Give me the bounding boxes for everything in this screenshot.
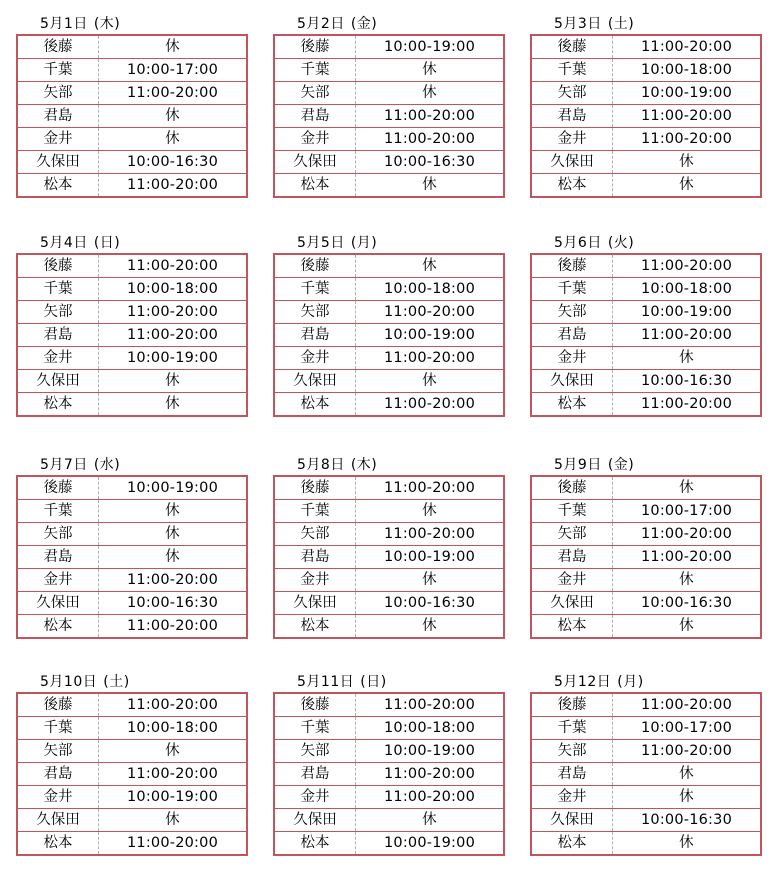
table-row bbox=[531, 59, 761, 82]
staff-name: 君島 bbox=[531, 763, 613, 786]
shift-time: 11:00-20:00 bbox=[356, 128, 505, 151]
staff-name: 君島 bbox=[531, 546, 613, 569]
shift-time: 10:00-17:00 bbox=[613, 500, 762, 523]
shift-time: 休 bbox=[422, 258, 437, 274]
shift-time: 休 bbox=[613, 615, 762, 639]
staff-name: 後藤 bbox=[531, 35, 613, 59]
table-row bbox=[531, 832, 761, 856]
shift-time: 11:00-20:00 bbox=[99, 763, 248, 786]
staff-name: 金井 bbox=[274, 569, 356, 592]
table-row bbox=[531, 151, 761, 174]
shift-time: 11:00-20:00 bbox=[613, 393, 762, 417]
day-title: 5月6日 (火) bbox=[554, 235, 635, 251]
table-row bbox=[274, 370, 504, 393]
shift-time: 10:00-19:00 bbox=[613, 301, 762, 324]
table-row bbox=[531, 592, 761, 615]
staff-name: 久保田 bbox=[274, 151, 356, 174]
shift-table bbox=[530, 253, 762, 417]
shift-table bbox=[273, 475, 505, 639]
table-row bbox=[17, 615, 247, 639]
table-row bbox=[17, 59, 247, 82]
staff-name: 千葉 bbox=[531, 500, 613, 523]
table-row bbox=[274, 151, 504, 174]
day-title: 5月5日 (月) bbox=[297, 235, 378, 251]
shift-time: 11:00-20:00 bbox=[383, 697, 475, 713]
table-row bbox=[17, 500, 247, 523]
table-row bbox=[17, 693, 247, 717]
staff-name: 久保田 bbox=[531, 592, 613, 615]
table-row bbox=[531, 717, 761, 740]
shift-table bbox=[530, 34, 762, 198]
staff-name: 後藤 bbox=[274, 254, 356, 278]
staff-name: 久保田 bbox=[274, 370, 356, 393]
shift-time: 10:00-18:00 bbox=[356, 278, 505, 301]
staff-name: 千葉 bbox=[531, 278, 613, 301]
shift-time: 休 bbox=[356, 615, 505, 639]
table-row bbox=[274, 301, 504, 324]
staff-name: 後藤 bbox=[531, 476, 613, 500]
table-row bbox=[17, 763, 247, 786]
shift-time: 10:00-16:30 bbox=[613, 809, 762, 832]
staff-name: 後藤 bbox=[531, 254, 613, 278]
staff-name: 金井 bbox=[531, 569, 613, 592]
staff-name: 千葉 bbox=[17, 59, 99, 82]
staff-name: 矢部 bbox=[274, 740, 356, 763]
table-row bbox=[17, 393, 247, 417]
shift-time: 11:00-20:00 bbox=[99, 301, 248, 324]
table-row bbox=[17, 786, 247, 809]
staff-name: 松本 bbox=[17, 174, 99, 198]
day-block bbox=[16, 16, 250, 198]
table-row bbox=[531, 615, 761, 639]
shift-time: 休 bbox=[613, 347, 762, 370]
staff-name: 後藤 bbox=[17, 693, 99, 717]
staff-name: 後藤 bbox=[17, 254, 99, 278]
staff-name: 矢部 bbox=[17, 82, 99, 105]
staff-name: 後藤 bbox=[274, 693, 356, 717]
shift-time: 10:00-16:30 bbox=[99, 592, 248, 615]
shift-time: 11:00-20:00 bbox=[356, 105, 505, 128]
table-row bbox=[17, 523, 247, 546]
table-row bbox=[274, 82, 504, 105]
table-row bbox=[17, 174, 247, 198]
staff-name: 松本 bbox=[531, 615, 613, 639]
staff-name: 後藤 bbox=[531, 693, 613, 717]
table-row bbox=[17, 35, 247, 59]
shift-table bbox=[16, 692, 248, 856]
table-row bbox=[531, 476, 761, 500]
shift-time: 11:00-20:00 bbox=[356, 393, 505, 417]
table-row bbox=[531, 523, 761, 546]
shift-time: 11:00-20:00 bbox=[356, 347, 505, 370]
shift-time: 10:00-19:00 bbox=[356, 324, 505, 347]
table-row bbox=[274, 393, 504, 417]
table-row bbox=[274, 324, 504, 347]
staff-name: 久保田 bbox=[17, 151, 99, 174]
table-row bbox=[274, 717, 504, 740]
staff-name: 久保田 bbox=[17, 592, 99, 615]
table-row bbox=[531, 546, 761, 569]
staff-name: 千葉 bbox=[274, 717, 356, 740]
day-title: 5月3日 (土) bbox=[554, 16, 635, 32]
shift-time: 10:00-16:30 bbox=[613, 370, 762, 393]
staff-name: 松本 bbox=[531, 393, 613, 417]
table-row bbox=[531, 569, 761, 592]
shift-time: 休 bbox=[99, 523, 248, 546]
staff-name: 久保田 bbox=[531, 809, 613, 832]
staff-name: 久保田 bbox=[17, 809, 99, 832]
shift-time: 休 bbox=[99, 740, 248, 763]
shift-time: 休 bbox=[356, 500, 505, 523]
staff-name: 千葉 bbox=[274, 278, 356, 301]
shift-time: 11:00-20:00 bbox=[640, 39, 732, 55]
staff-name: 千葉 bbox=[274, 500, 356, 523]
table-row bbox=[17, 569, 247, 592]
table-row bbox=[531, 786, 761, 809]
shift-time: 休 bbox=[356, 809, 505, 832]
table-row bbox=[274, 763, 504, 786]
table-row bbox=[274, 546, 504, 569]
staff-name: 千葉 bbox=[531, 59, 613, 82]
staff-name: 後藤 bbox=[274, 476, 356, 500]
staff-name: 千葉 bbox=[531, 717, 613, 740]
shift-time: 10:00-18:00 bbox=[99, 717, 248, 740]
staff-name: 金井 bbox=[17, 786, 99, 809]
shift-time: 10:00-18:00 bbox=[613, 278, 762, 301]
staff-name: 松本 bbox=[274, 615, 356, 639]
shift-time: 10:00-19:00 bbox=[99, 786, 248, 809]
staff-name: 君島 bbox=[274, 546, 356, 569]
table-row bbox=[531, 740, 761, 763]
shift-time: 10:00-19:00 bbox=[613, 82, 762, 105]
shift-time: 11:00-20:00 bbox=[356, 786, 505, 809]
shift-time: 11:00-20:00 bbox=[640, 697, 732, 713]
day-block bbox=[16, 457, 250, 639]
shift-time: 11:00-20:00 bbox=[613, 546, 762, 569]
shift-time: 10:00-17:00 bbox=[613, 717, 762, 740]
staff-name: 矢部 bbox=[531, 301, 613, 324]
staff-name: 松本 bbox=[274, 174, 356, 198]
staff-name: 金井 bbox=[531, 347, 613, 370]
table-row bbox=[531, 35, 761, 59]
staff-name: 矢部 bbox=[274, 301, 356, 324]
staff-name: 金井 bbox=[17, 569, 99, 592]
shift-time: 休 bbox=[99, 500, 248, 523]
shift-time: 10:00-19:00 bbox=[356, 740, 505, 763]
shift-time: 休 bbox=[99, 546, 248, 569]
shift-time: 10:00-19:00 bbox=[126, 480, 218, 496]
staff-name: 久保田 bbox=[531, 151, 613, 174]
table-row bbox=[531, 301, 761, 324]
shift-time: 11:00-20:00 bbox=[613, 523, 762, 546]
table-row bbox=[17, 347, 247, 370]
table-row bbox=[531, 693, 761, 717]
staff-name: 君島 bbox=[17, 105, 99, 128]
table-row bbox=[531, 809, 761, 832]
table-row bbox=[274, 105, 504, 128]
staff-name: 君島 bbox=[531, 324, 613, 347]
table-row bbox=[531, 278, 761, 301]
staff-name: 久保田 bbox=[274, 809, 356, 832]
day-title: 5月2日 (金) bbox=[297, 16, 378, 32]
staff-name: 君島 bbox=[531, 105, 613, 128]
staff-name: 金井 bbox=[531, 786, 613, 809]
staff-name: 後藤 bbox=[17, 476, 99, 500]
staff-name: 君島 bbox=[274, 763, 356, 786]
table-row bbox=[531, 347, 761, 370]
shift-time: 休 bbox=[356, 174, 505, 198]
staff-name: 千葉 bbox=[17, 717, 99, 740]
table-row bbox=[17, 254, 247, 278]
shift-time: 11:00-20:00 bbox=[613, 324, 762, 347]
shift-time: 休 bbox=[613, 151, 762, 174]
shift-time: 11:00-20:00 bbox=[640, 258, 732, 274]
day-title: 5月12日 (月) bbox=[554, 674, 644, 690]
staff-name: 松本 bbox=[274, 832, 356, 856]
staff-name: 後藤 bbox=[17, 35, 99, 59]
shift-time: 10:00-19:00 bbox=[383, 39, 475, 55]
shift-time: 11:00-20:00 bbox=[99, 324, 248, 347]
table-row bbox=[274, 809, 504, 832]
day-title: 5月11日 (日) bbox=[297, 674, 387, 690]
table-row bbox=[274, 693, 504, 717]
staff-name: 矢部 bbox=[17, 523, 99, 546]
day-block bbox=[16, 235, 250, 417]
shift-table bbox=[16, 34, 248, 198]
table-row bbox=[274, 500, 504, 523]
shift-time: 11:00-20:00 bbox=[356, 523, 505, 546]
day-title: 5月1日 (木) bbox=[40, 16, 121, 32]
table-row bbox=[274, 786, 504, 809]
table-row bbox=[17, 832, 247, 856]
table-row bbox=[531, 500, 761, 523]
shift-time: 11:00-20:00 bbox=[126, 258, 218, 274]
shift-time: 休 bbox=[356, 82, 505, 105]
day-block bbox=[273, 235, 507, 417]
day-block bbox=[530, 16, 764, 198]
table-row bbox=[531, 393, 761, 417]
shift-time: 休 bbox=[613, 174, 762, 198]
staff-name: 君島 bbox=[17, 546, 99, 569]
staff-name: 金井 bbox=[531, 128, 613, 151]
table-row bbox=[17, 476, 247, 500]
table-row bbox=[17, 546, 247, 569]
staff-name: 矢部 bbox=[531, 82, 613, 105]
table-row bbox=[17, 151, 247, 174]
staff-name: 金井 bbox=[17, 347, 99, 370]
day-title: 5月4日 (日) bbox=[40, 235, 121, 251]
day-block bbox=[273, 457, 507, 639]
day-block bbox=[273, 674, 507, 856]
shift-time: 11:00-20:00 bbox=[99, 569, 248, 592]
table-row bbox=[17, 128, 247, 151]
shift-table bbox=[530, 692, 762, 856]
shift-time: 休 bbox=[356, 370, 505, 393]
staff-name: 松本 bbox=[17, 393, 99, 417]
shift-time: 10:00-16:30 bbox=[613, 592, 762, 615]
shift-time: 休 bbox=[613, 832, 762, 856]
staff-name: 松本 bbox=[531, 174, 613, 198]
shift-time: 11:00-20:00 bbox=[99, 174, 248, 198]
shift-time: 10:00-16:30 bbox=[356, 151, 505, 174]
table-row bbox=[17, 592, 247, 615]
shift-time: 11:00-20:00 bbox=[613, 740, 762, 763]
table-row bbox=[531, 254, 761, 278]
shift-time: 休 bbox=[165, 39, 180, 55]
shift-time: 11:00-20:00 bbox=[99, 832, 248, 856]
shift-time: 10:00-19:00 bbox=[356, 546, 505, 569]
shift-time: 11:00-20:00 bbox=[99, 82, 248, 105]
shift-table bbox=[273, 692, 505, 856]
table-row bbox=[17, 278, 247, 301]
table-row bbox=[274, 832, 504, 856]
table-row bbox=[274, 254, 504, 278]
table-row bbox=[274, 615, 504, 639]
day-title: 5月10日 (土) bbox=[40, 674, 130, 690]
table-row bbox=[17, 324, 247, 347]
shift-time: 11:00-20:00 bbox=[99, 615, 248, 639]
table-row bbox=[17, 82, 247, 105]
table-row bbox=[17, 717, 247, 740]
table-row bbox=[17, 809, 247, 832]
staff-name: 君島 bbox=[17, 324, 99, 347]
shift-time: 10:00-18:00 bbox=[99, 278, 248, 301]
staff-name: 矢部 bbox=[531, 740, 613, 763]
staff-name: 矢部 bbox=[531, 523, 613, 546]
table-row bbox=[17, 301, 247, 324]
table-row bbox=[531, 128, 761, 151]
staff-name: 君島 bbox=[17, 763, 99, 786]
staff-name: 千葉 bbox=[17, 278, 99, 301]
shift-time: 休 bbox=[679, 480, 694, 496]
staff-name: 金井 bbox=[274, 347, 356, 370]
staff-name: 千葉 bbox=[17, 500, 99, 523]
shift-time: 11:00-20:00 bbox=[356, 301, 505, 324]
staff-name: 矢部 bbox=[17, 301, 99, 324]
table-row bbox=[274, 740, 504, 763]
table-row bbox=[274, 35, 504, 59]
staff-name: 君島 bbox=[274, 105, 356, 128]
staff-name: 後藤 bbox=[274, 35, 356, 59]
table-row bbox=[531, 174, 761, 198]
shift-time: 11:00-20:00 bbox=[613, 105, 762, 128]
table-row bbox=[274, 174, 504, 198]
shift-time: 11:00-20:00 bbox=[126, 697, 218, 713]
shift-time: 休 bbox=[99, 393, 248, 417]
table-row bbox=[274, 523, 504, 546]
staff-name: 久保田 bbox=[17, 370, 99, 393]
shift-table bbox=[16, 253, 248, 417]
staff-name: 矢部 bbox=[274, 82, 356, 105]
shift-time: 休 bbox=[99, 370, 248, 393]
table-row bbox=[274, 476, 504, 500]
shift-table bbox=[273, 34, 505, 198]
shift-table bbox=[16, 475, 248, 639]
shift-time: 休 bbox=[356, 569, 505, 592]
shift-time: 休 bbox=[613, 763, 762, 786]
table-row bbox=[17, 370, 247, 393]
staff-name: 金井 bbox=[274, 786, 356, 809]
table-row bbox=[17, 105, 247, 128]
staff-name: 矢部 bbox=[274, 523, 356, 546]
shift-time: 10:00-19:00 bbox=[99, 347, 248, 370]
shift-time: 10:00-16:30 bbox=[99, 151, 248, 174]
staff-name: 松本 bbox=[17, 615, 99, 639]
table-row bbox=[274, 569, 504, 592]
staff-name: 松本 bbox=[17, 832, 99, 856]
shift-time: 休 bbox=[613, 786, 762, 809]
shift-table bbox=[530, 475, 762, 639]
shift-time: 10:00-16:30 bbox=[356, 592, 505, 615]
day-block bbox=[530, 674, 764, 856]
staff-name: 金井 bbox=[274, 128, 356, 151]
day-title: 5月9日 (金) bbox=[554, 457, 635, 473]
staff-name: 金井 bbox=[17, 128, 99, 151]
day-block bbox=[16, 674, 250, 856]
shift-time: 10:00-17:00 bbox=[99, 59, 248, 82]
table-row bbox=[274, 59, 504, 82]
staff-name: 久保田 bbox=[531, 370, 613, 393]
table-row bbox=[531, 763, 761, 786]
day-block bbox=[530, 457, 764, 639]
shift-time: 休 bbox=[99, 809, 248, 832]
day-title: 5月8日 (木) bbox=[297, 457, 378, 473]
day-title: 5月7日 (水) bbox=[40, 457, 121, 473]
shift-time: 10:00-18:00 bbox=[613, 59, 762, 82]
shift-time: 10:00-18:00 bbox=[356, 717, 505, 740]
day-block bbox=[273, 16, 507, 198]
staff-name: 久保田 bbox=[274, 592, 356, 615]
shift-time: 休 bbox=[99, 105, 248, 128]
table-row bbox=[531, 324, 761, 347]
staff-name: 松本 bbox=[274, 393, 356, 417]
table-row bbox=[531, 82, 761, 105]
table-row bbox=[531, 370, 761, 393]
shift-time: 11:00-20:00 bbox=[356, 763, 505, 786]
shift-time: 休 bbox=[356, 59, 505, 82]
shift-time: 10:00-19:00 bbox=[356, 832, 505, 856]
table-row bbox=[274, 278, 504, 301]
shift-time: 休 bbox=[99, 128, 248, 151]
staff-name: 松本 bbox=[531, 832, 613, 856]
table-row bbox=[274, 347, 504, 370]
shift-time: 11:00-20:00 bbox=[383, 480, 475, 496]
day-block bbox=[530, 235, 764, 417]
table-row bbox=[17, 740, 247, 763]
staff-name: 君島 bbox=[274, 324, 356, 347]
table-row bbox=[274, 592, 504, 615]
table-row bbox=[531, 105, 761, 128]
table-row bbox=[274, 128, 504, 151]
staff-name: 千葉 bbox=[274, 59, 356, 82]
shift-time: 休 bbox=[613, 569, 762, 592]
staff-name: 矢部 bbox=[17, 740, 99, 763]
shift-table bbox=[273, 253, 505, 417]
shift-time: 11:00-20:00 bbox=[613, 128, 762, 151]
